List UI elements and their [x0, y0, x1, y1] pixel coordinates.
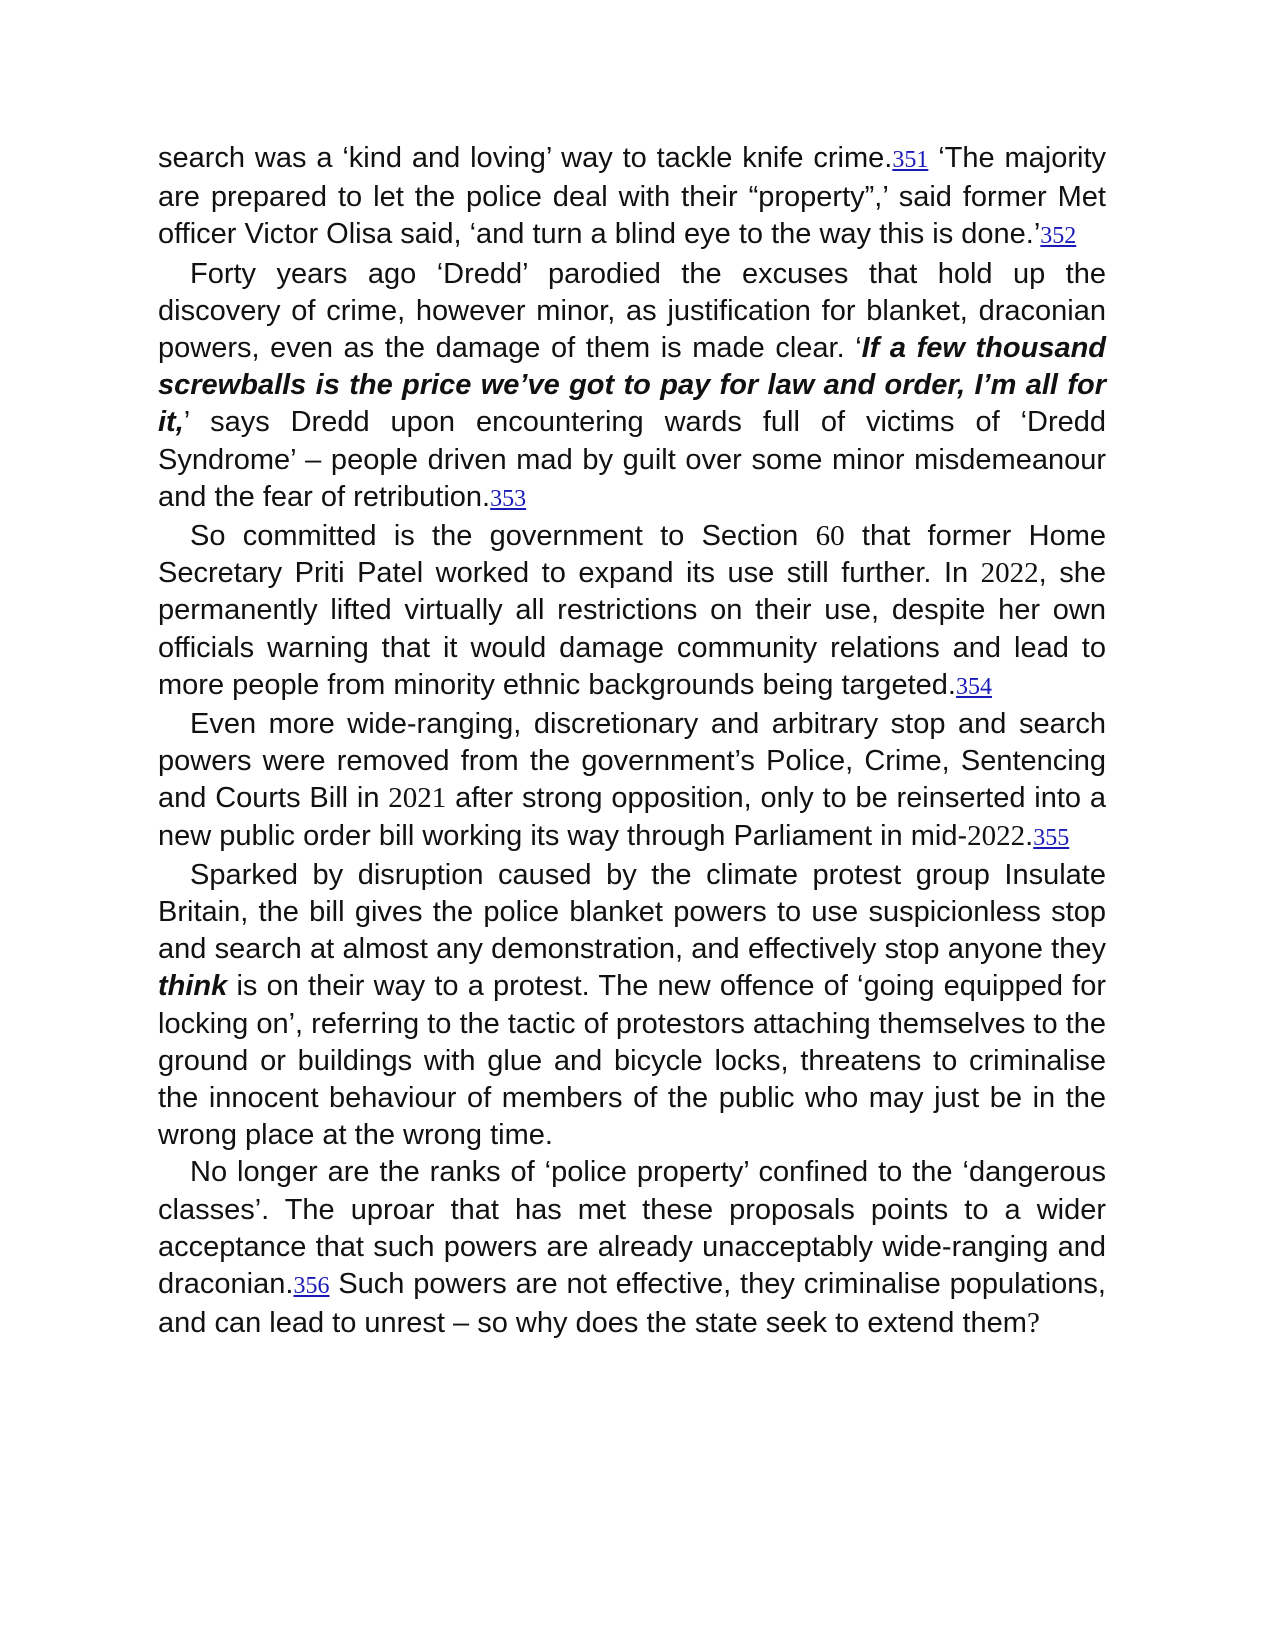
footnote-link-354[interactable]: 354	[955, 673, 992, 700]
paragraph-1	[158, 140, 1106, 256]
dredd-quote: If a few thousand screwballs is the price we’ve got to pay for law and order, I’m all for it,	[158, 332, 1107, 439]
page-body	[158, 140, 1106, 1343]
paragraph-text: .	[1025, 819, 1034, 852]
footnote-link-351[interactable]: 351	[892, 147, 929, 173]
paragraph-text: Forty years ago ‘Dredd’ parodied the excuses that hold up the discovery of crime, however minor, as justification for blanket, draconian powers, even as the damage of them is made clear. ‘	[158, 257, 1106, 365]
question-mark: ?	[1026, 1307, 1040, 1340]
paragraph-text: Sparked by disruption caused by the climate protest group Insulate Britain, the bill gives the police blanket powers to use suspicionless stop and search at almost any demonstration, and effectively stop anyone they	[158, 858, 1106, 966]
paragraph-text: search was a ‘kind and loving’ way to tackle knife crime.	[158, 142, 893, 174]
paragraph-text: So committed is the government to Section	[190, 520, 816, 553]
year-number: 2021	[388, 782, 447, 815]
footnote-link-353[interactable]: 353	[490, 485, 527, 512]
footnote-link-355[interactable]: 355	[1033, 824, 1070, 851]
paragraph-text: , she permanently lifted virtually all restrictions on their use, despite her own officials warning that it would damage community relations and lead to more people from minority ethnic backgrounds being targeted.	[158, 557, 1106, 701]
paragraph-text: is on their way to a protest. The new offence of ‘going equipped for locking on’, referring to the tactic of protestors attaching themselves to the ground or buildings with glue and bicycle locks, threatens to criminalise the innocent behaviour of members of the public who may just be in the wrong place at the wrong time.	[158, 970, 1106, 1152]
paragraph-4	[158, 706, 1106, 857]
paragraph-text: No longer are the ranks of ‘police property’ confined to the ‘dangerous classes’. The uproar that has met these proposals points to a wider acceptance that such powers are already unacceptably wide-ranging and draconian.	[158, 1156, 1106, 1301]
paragraph-text: Even more wide-ranging, discretionary and arbitrary stop and search powers were removed from the government’s Police, Crime, Sentencing and Courts Bill in	[158, 708, 1106, 815]
emphasis-think: think	[158, 970, 228, 1003]
paragraph-6	[158, 1154, 1106, 1342]
section-number: 60	[815, 520, 845, 553]
footnote-link-352[interactable]: 352	[1040, 223, 1077, 250]
paragraph-text: ’ says Dredd upon encountering wards full of victims of ‘Dredd Syndrome’ – people driven mad by guilt over some minor misdemeanour and the fear of retribution.	[158, 406, 1106, 513]
paragraph-5	[158, 857, 1106, 1155]
paragraph-2	[158, 256, 1106, 518]
paragraph-text: that former Home Secretary Priti Patel worked to expand its use still further. In	[158, 520, 1106, 590]
paragraph-text: Such powers are not effective, they criminalise populations, and can lead to unrest – so why does the state seek to extend them	[158, 1268, 1106, 1340]
paragraph-3	[158, 518, 1106, 706]
paragraph-text: ‘The majority are prepared to let the police deal with their “property”,’ said former Met officer Victor Olisa said, ‘and turn a blind eye to the way this is done.’	[158, 142, 1106, 251]
paragraph-text: after strong opposition, only to be reinserted into a new public order bill working its way through Parliament in mid-	[158, 782, 1106, 852]
year-number: 2022	[980, 557, 1039, 590]
year-number: 2022	[967, 819, 1026, 852]
footnote-link-356[interactable]: 356	[293, 1273, 330, 1300]
